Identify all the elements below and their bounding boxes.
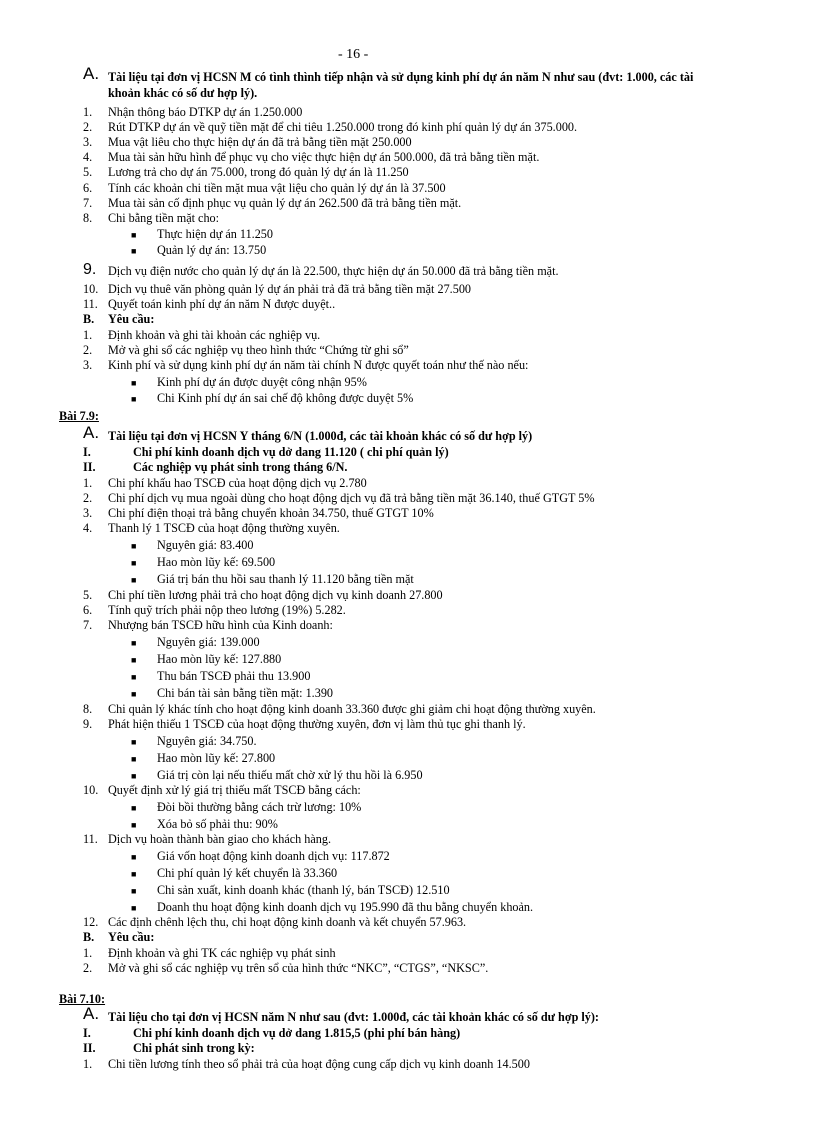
item-text: Hao mòn lũy kế: 127.880 [157,652,282,666]
item-text: Dịch vụ hoàn thành bàn giao cho khách hàng. [108,832,332,846]
item-text: Chi bán tài sản bằng tiền mặt: 1.390 [157,686,334,700]
item-number: 4. [83,521,93,535]
item-number: 1. [83,328,93,342]
section-letter-a: A. [83,423,100,442]
item-text: Kinh phí và sử dụng kinh phí dự án năm tài chính N được quyết toán như thế nào nếu: [108,358,529,372]
square-bullet-icon: ■ [131,737,137,747]
item-text: Nguyên giá: 34.750. [157,734,257,748]
item-text: Chi bằng tiền mặt cho: [108,211,220,225]
item-number: 11. [83,297,98,311]
square-bullet-icon: ■ [131,771,137,781]
item-text: Lương trả cho dự án 75.000, trong đó quản lý dự án là 11.250 [108,165,409,179]
item-number: 2. [83,343,93,357]
item-number: 2. [83,491,93,505]
square-bullet-icon: ■ [131,394,137,404]
square-bullet-icon: ■ [131,558,137,568]
exercise-title: Bài 7.9: [59,409,99,423]
square-bullet-icon: ■ [131,886,137,896]
section-header-cont: khoản khác có số dư hợp lý). [108,86,258,100]
item-number: 1. [83,476,93,490]
item-number: 1. [83,1057,93,1071]
square-bullet-icon: ■ [131,655,137,665]
item-number: 11. [83,832,98,846]
item-text: Quản lý dự án: 13.750 [157,243,267,257]
item-text: Giá vốn hoạt động kinh doanh dịch vụ: 117.872 [157,849,390,863]
item-text: Dịch vụ thuê văn phòng quản lý dự án phải trả đã trả bằng tiền mặt 27.500 [108,282,472,296]
item-text: Nguyên giá: 83.400 [157,538,254,552]
item-text: Định khoản và ghi TK các nghiệp vụ phát sinh [108,946,336,960]
item-number: 9. [83,717,93,731]
item-text: Chi phát sinh trong kỳ: [133,1041,255,1055]
item-text: Thực hiện dự án 11.250 [157,227,273,241]
item-text: Chi Kinh phí dự án sai chế độ không được duyệt 5% [157,391,414,405]
item-text: Mua vật liêu cho thực hiện dự án đã trả bằng tiền mặt 250.000 [108,135,412,149]
item-number: B. [83,312,95,326]
item-text: Thanh lý 1 TSCĐ của hoạt động thường xuyên. [108,521,340,535]
item-text: Mở và ghi sổ các nghiệp vụ theo hình thức “Chứng từ ghi sổ” [108,343,409,357]
item-text: Nhận thông báo DTKP dự án 1.250.000 [108,105,303,119]
square-bullet-icon: ■ [131,230,137,240]
item-number: 8. [83,702,93,716]
item-number: II. [83,1041,96,1055]
item-number: 10. [83,783,99,797]
square-bullet-icon: ■ [131,852,137,862]
item-text: Dịch vụ điện nước cho quản lý dự án là 22.500, thực hiện dự án 50.000 đã trả bằng tiền mặt. [108,264,559,278]
item-text: Chi phí kinh doanh dịch vụ dở dang 1.815,5 (phi phí bán hàng) [133,1026,461,1040]
item-text: Chi sản xuất, kinh doanh khác (thanh lý, bán TSCĐ) 12.510 [157,883,450,897]
item-number: 5. [83,165,93,179]
item-text: Hao mòn lũy kế: 27.800 [157,751,276,765]
item-number: 7. [83,618,93,632]
square-bullet-icon: ■ [131,672,137,682]
square-bullet-icon: ■ [131,541,137,551]
item-text: Các nghiệp vụ phát sinh trong tháng 6/N. [133,460,348,474]
item-number: B. [83,930,95,944]
item-text: Mở và ghi sổ các nghiệp vụ trên sổ của hình thức “NKC”, “CTGS”, “NKSC”. [108,961,489,975]
item-text: Chi phí khấu hao TSCĐ của hoạt động dịch vụ 2.780 [108,476,367,490]
item-text: Quyết định xử lý giá trị thiếu mất TSCĐ bằng cách: [108,783,361,797]
square-bullet-icon: ■ [131,754,137,764]
item-text: Các định chênh lệch thu, chi hoạt động kinh doanh và kết chuyển 57.963. [108,915,467,929]
exercise-title: Bài 7.10: [59,992,106,1006]
item-text: Đòi bồi thường bằng cách trừ lương: 10% [157,800,362,814]
item-text: Giá trị còn lại nếu thiếu mất chờ xử lý thu hồi là 6.950 [157,768,423,782]
page-number: - 16 - [338,47,369,62]
square-bullet-icon: ■ [131,638,137,648]
section-letter-a: A. [83,1004,100,1023]
item-text: Chi phí dịch vụ mua ngoài dùng cho hoạt động dịch vụ đã trả bằng tiền mặt 36.140, thuế GTGT 5% [108,491,595,505]
item-text: Yêu cầu: [108,312,155,326]
item-text: Định khoản và ghi tài khoản các nghiệp vụ. [108,328,321,342]
item-number: 6. [83,603,93,617]
square-bullet-icon: ■ [131,820,137,830]
item-text: Xóa bỏ số phải thu: 90% [157,817,278,831]
square-bullet-icon: ■ [131,903,137,913]
item-text: Chi phí tiền lương phải trả cho hoạt động dịch vụ kinh doanh 27.800 [108,588,443,602]
item-number: 10. [83,282,99,296]
item-text: Chi phí quản lý kết chuyển là 33.360 [157,866,338,880]
item-text: Chi quản lý khác tính cho hoạt động kinh doanh 33.360 được ghi giảm chi hoạt động thường xuyên. [108,702,596,716]
item-text: Chi tiền lương tính theo sổ phải trả của hoạt động cung cấp dịch vụ kinh doanh 14.500 [108,1057,530,1071]
square-bullet-icon: ■ [131,575,137,585]
item-text: Mua tài sản cố định phục vụ quản lý dự án 262.500 đã trả bằng tiền mặt. [108,196,462,210]
item-text: 9. [83,261,97,278]
item-text: Kinh phí dự án được duyệt công nhận 95% [157,375,367,389]
item-text: Yêu cầu: [108,930,155,944]
item-text: Quyết toán kinh phí dự án năm N được duyệt.. [108,297,336,311]
item-text: Doanh thu hoạt động kinh doanh dịch vụ 195.990 đã thu bằng chuyển khoản. [157,900,534,914]
item-number: 2. [83,120,93,134]
item-text: Hao mòn lũy kế: 69.500 [157,555,276,569]
item-number: 4. [83,150,93,164]
item-number: 12. [83,915,99,929]
item-number: 8. [83,211,93,225]
item-number: 1. [83,946,93,960]
item-number: 3. [83,506,93,520]
item-number: 3. [83,358,93,372]
item-number: II. [83,460,96,474]
item-number: I. [83,445,91,459]
item-number: 6. [83,181,93,195]
item-text: Tính các khoản chi tiền mặt mua vật liệu cho quản lý dự án là 37.500 [108,181,446,195]
square-bullet-icon: ■ [131,378,137,388]
item-text: Nhượng bán TSCĐ hữu hình của Kinh doanh: [108,618,333,632]
section-header: Tài liệu tại đơn vị HCSN M có tình thình tiếp nhận và sử dụng kinh phí dự án năm N như sau (đvt: 1.000, các tài [108,70,694,84]
item-number: 7. [83,196,93,210]
item-text: Tính quỹ trích phải nộp theo lương (19%) 5.282. [108,603,346,617]
section-header: Tài liệu cho tại đơn vị HCSN năm N như sau (đvt: 1.000đ, các tài khoản khác có số dư hợp lý): [108,1010,599,1024]
item-text: Chi phí kinh doanh dịch vụ dở dang 11.120 ( chi phí quản lý) [133,445,449,459]
item-text: Rút DTKP dự án về quỹ tiền mặt để chi tiêu 1.250.000 trong đó kinh phí quản lý dự án 375.000. [108,120,578,134]
item-number: I. [83,1026,91,1040]
square-bullet-icon: ■ [131,689,137,699]
item-text: Nguyên giá: 139.000 [157,635,260,649]
square-bullet-icon: ■ [131,246,137,256]
item-text: Giá trị bán thu hồi sau thanh lý 11.120 bằng tiền mặt [157,572,414,586]
square-bullet-icon: ■ [131,869,137,879]
item-text: Chi phí điện thoại trả bằng chuyển khoản 34.750, thuế GTGT 10% [108,506,434,520]
item-number: 3. [83,135,93,149]
item-text: Mua tài sản hữu hình để phục vụ cho việc thực hiện dự án 500.000, đã trả bằng tiền mặt. [108,150,540,164]
item-number: 2. [83,961,93,975]
item-text: Thu bán TSCĐ phải thu 13.900 [157,669,311,683]
item-number: 5. [83,588,93,602]
section-header: Tài liệu tại đơn vị HCSN Y tháng 6/N (1.000đ, các tài khoản khác có số dư hợp lý) [108,429,533,443]
section-letter-a: A. [83,64,100,83]
square-bullet-icon: ■ [131,803,137,813]
item-text: Phát hiện thiếu 1 TSCĐ của hoạt động thường xuyên, đơn vị làm thủ tục ghi thanh lý. [108,717,526,731]
item-number: 1. [83,105,93,119]
